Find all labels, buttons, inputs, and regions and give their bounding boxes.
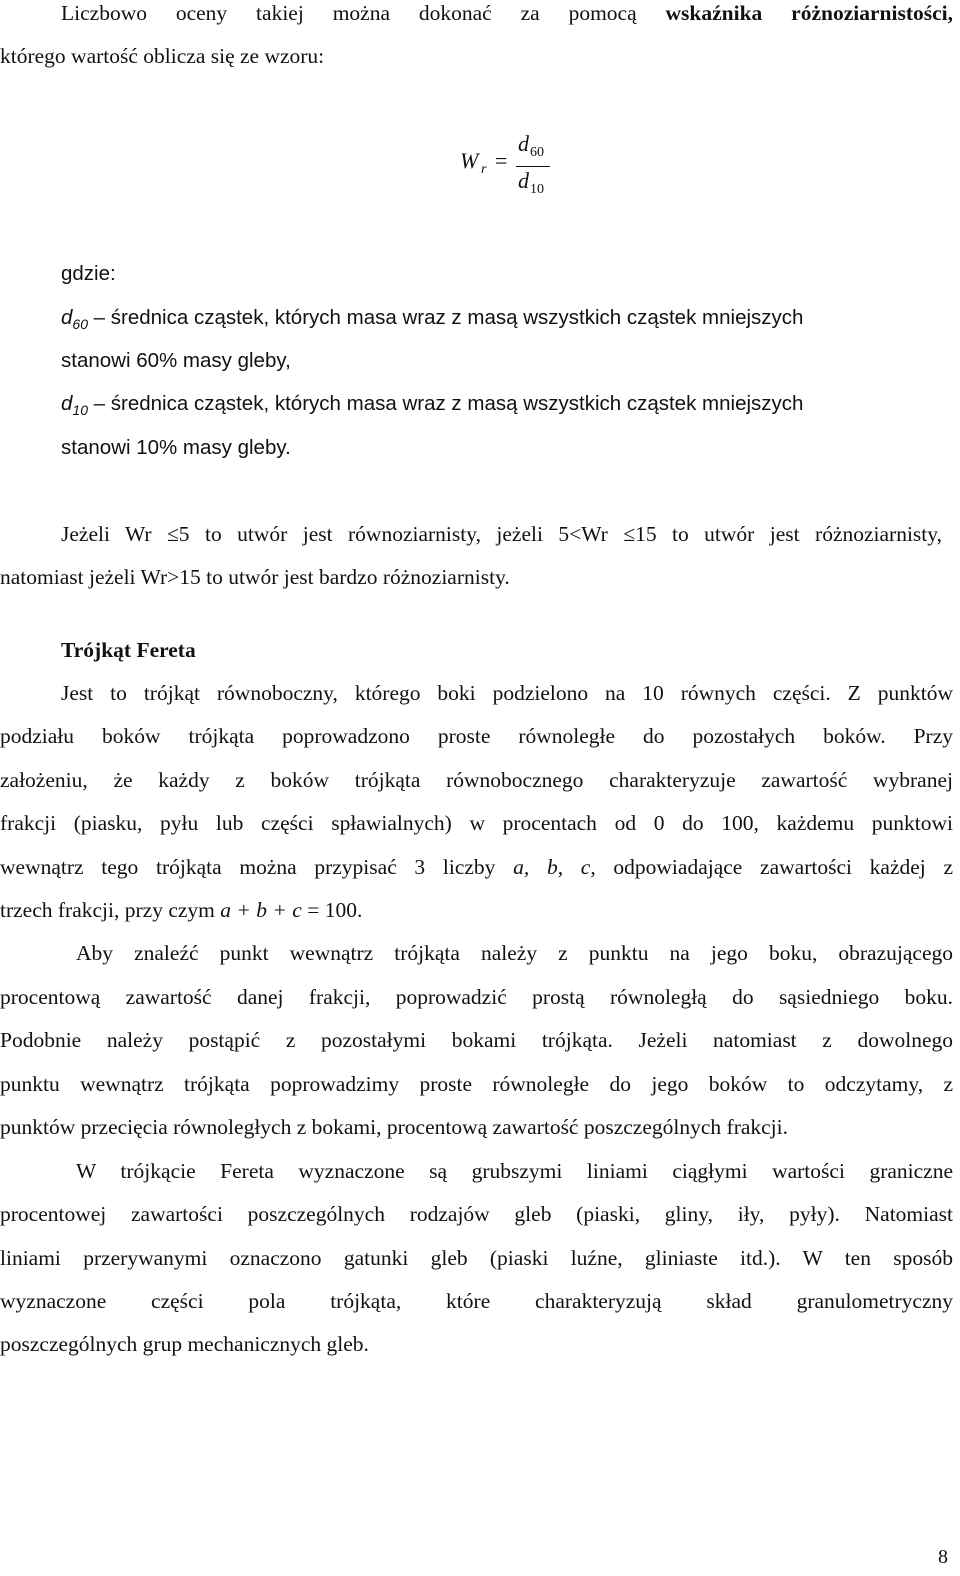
formula-denominator: d (518, 168, 529, 193)
d10-text: – średnica cząstek, których masa wraz z masą wszystkich cząstek mniejszych (87, 392, 804, 415)
d10-sub: 10 (72, 402, 88, 418)
definition-d60-cont: stanowi 60% masy gleby, (61, 349, 291, 372)
classification-line-2: natomiast jeżeli Wr>15 to utwór jest bardzo różnoziarnisty. (0, 565, 510, 589)
definition-d10-cont: stanowi 10% masy gleby. (61, 436, 291, 459)
p1-line-5-end: odpowiadające zawartości każdej z (595, 855, 954, 879)
p2-line-3: Podobnie należy postąpić z pozostałymi bokami trójkąta. Jeżeli natomiast z dowolnego (0, 1028, 953, 1052)
p1-line-6-end: = 100. (301, 898, 363, 922)
p1-line-2: podziału boków trójkąta poprowadzono proste równoległe do pozostałych boków. Przy (0, 724, 953, 748)
page-number: 8 (938, 1546, 948, 1568)
formula-lhs-sub: r (481, 162, 487, 177)
formula-numerator: d (518, 131, 529, 156)
formula-numerator-sub: 60 (530, 145, 544, 160)
p3-line-1: W trójkącie Fereta wyznaczone są grubszymi liniami ciągłymi wartości graniczne (76, 1159, 953, 1183)
classification-line-1: Jeżeli Wr ≤5 to utwór jest równoziarnisty, jeżeli 5<Wr ≤15 to utwór jest różnoziarnisty, (61, 522, 942, 546)
p1-variables: a, b, c, (513, 855, 596, 879)
p3-line-4: wyznaczone części pola trójkąta, które charakteryzują skład granulometryczny (0, 1289, 953, 1313)
p2-line-1: Aby znaleźć punkt wewnątrz trójkąta należy z punktu na jego boku, obrazującego (76, 941, 953, 965)
definition-d10 (61, 382, 960, 427)
definitions-label: gdzie: (61, 262, 116, 285)
p1-line-4: frakcji (piasku, pyłu lub części spławialnych) w procentach od 0 do 100, każdemu punktowi (0, 811, 953, 835)
p2-line-5: punktów przecięcia równoległych z bokami, procentową zawartość poszczególnych frakcji. (0, 1115, 789, 1139)
formula-lhs: W (460, 148, 479, 173)
p3-line-3: liniami przerywanymi oznaczono gatunki gleb (piaski luźne, gliniaste itd.). W ten sposób (0, 1246, 953, 1270)
section-heading: Trójkąt Fereta (61, 638, 196, 662)
intro-bold-term: wskaźnika różnoziarnistości, (665, 1, 953, 25)
p1-line-1: Jest to trójkąt równoboczny, którego boki podzielono na 10 równych części. Z punktów (61, 681, 953, 705)
d60-text: – średnica cząstek, których masa wraz z masą wszystkich cząstek mniejszych (87, 306, 804, 329)
fraction-bar (516, 166, 550, 167)
p3-line-2: procentowej zawartości poszczególnych rodzajów gleb (piaski, gliny, iły, pyły). Natomiast (0, 1202, 953, 1226)
p1-line-5 (0, 846, 953, 889)
p1-line-5-text: wewnątrz tego trójkąta można przypisać 3 liczby (0, 855, 514, 879)
p1-equation: a + b + c (220, 898, 302, 922)
intro-line-1 (61, 0, 953, 35)
intro-line-2: którego wartość oblicza się ze wzoru: (0, 44, 325, 68)
p2-line-2: procentową zawartość danej frakcji, poprowadzić prostą równoległą do sąsiedniego boku. (0, 985, 953, 1009)
p1-line-3: założeniu, że każdy z boków trójkąta równobocznego charakteryzuje zawartość wybranej (0, 768, 953, 792)
d10-symbol: d (61, 392, 73, 415)
p1-line-6 (0, 889, 953, 932)
definition-d60 (61, 296, 960, 341)
p2-line-4: punktu wewnątrz trójkąta poprowadzimy proste równoległe do jego boków to odczytamy, z (0, 1072, 953, 1096)
intro-text: Liczbowo oceny takiej można dokonać za pomocą (61, 1, 666, 25)
p3-line-5: poszczególnych grup mechanicznych gleb. (0, 1332, 369, 1356)
p1-line-6-text: trzech frakcji, przy czym (0, 898, 221, 922)
d60-sub: 60 (72, 316, 88, 332)
formula-equals: = (495, 148, 508, 173)
d60-symbol: d (61, 306, 73, 329)
formula-denominator-sub: 10 (530, 182, 544, 197)
